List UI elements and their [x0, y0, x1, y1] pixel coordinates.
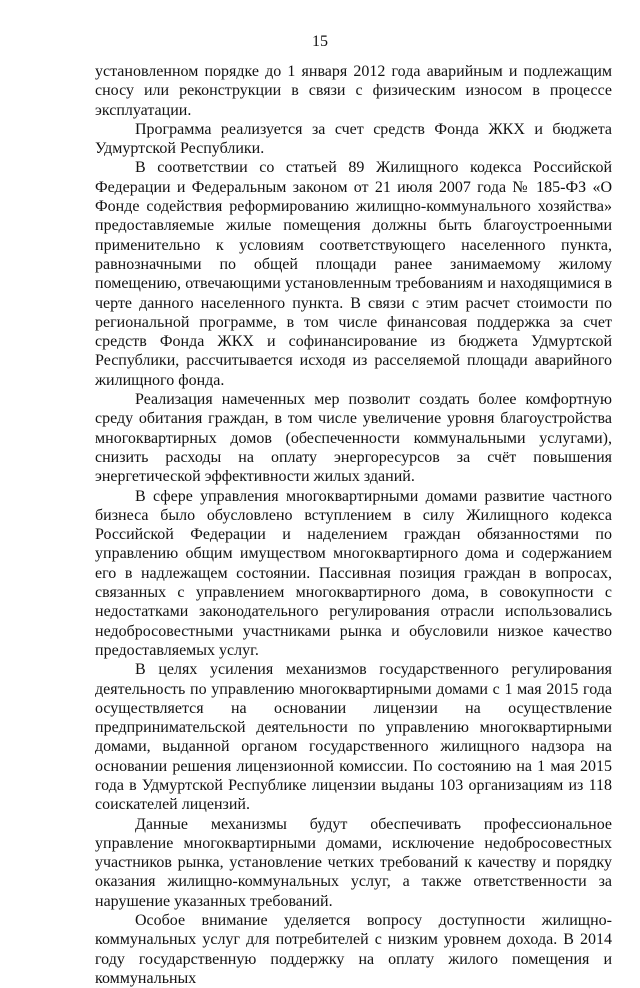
- paragraph-measures-outcome: Реализация намеченных мер позволит создать более комфортную среду обитания граждан, в том числе увеличение уровня благоустройства многоквартирных домов (обеспеченности коммунальными услугами), снизить расходы на оплату энергоресурсов за счёт повышения энергетической эффективности жилых зданий.: [95, 391, 612, 486]
- body-text: [95, 62, 612, 988]
- page-number: 15: [312, 33, 328, 50]
- paragraph-housing-requirements: В соответствии со статьей 89 Жилищного кодекса Российской Федерации и Федеральным законом от 21 июля 2007 года № 185-ФЗ «О Фонде содействия реформированию жилищно-коммунального хозяйства» предоставляемые жилые помещения должны быть благоустроенными применительно к условиям соответствующего населенного пункта, равнозначными по общей площади ранее занимаемому жилому помещению, отвечающими установленным требованиям и находящимися в черте данного населенного пункта. В связи с этим расчет стоимости по региональной программе, в том числе финансовая поддержка за счет средств Фонда ЖКХ и софинансирование из бюджета Удмуртской Республики, рассчитывается исходя из расселяемой площади аварийного жилищного фонда.: [95, 159, 612, 389]
- paragraph-continuation: установленном порядке до 1 января 2012 года аварийным и подлежащим сносу или реконструкции в связи с физическим износом в процессе эксплуатации.: [95, 63, 612, 119]
- paragraph-affordability: Особое внимание уделяется вопросу доступности жилищно-коммунальных услуг для потребителей с низким уровнем дохода. В 2014 году государственную поддержку на оплату жилого помещения и коммунальных: [95, 912, 612, 987]
- paragraph-mechanisms: Данные механизмы будут обеспечивать профессиональное управление многоквартирными домами, исключение недобросовестных участников рынка, установление четких требований к качеству и порядку оказания жилищно-коммунальных услуг, а также ответственности за нарушение указанных требований.: [95, 815, 612, 910]
- paragraph-management-sphere: В сфере управления многоквартирными домами развитие частного бизнеса было обусловлено вступлением в силу Жилищного кодекса Российской Федерации и наделением граждан обязанностями по управлению общим имуществом многоквартирного дома и содержанием его в надлежащем состоянии. Пассивная позиция граждан в вопросах, связанных с управлением многоквартирного дома, в совокупности с недостатками законодательного регулирования отрасли использовались недобросовестными участниками рынка и обусловили низкое качество предоставляемых услуг.: [95, 487, 612, 659]
- paragraph-program-funding: Программа реализуется за счет средств Фонда ЖКХ и бюджета Удмуртской Республики.: [95, 120, 612, 158]
- paragraph-licensing: В целях усиления механизмов государственного регулирования деятельность по управлению многоквартирными домами с 1 мая 2015 года осуществляется на основании лицензии на осуществление предпринимательской деятельности по управлению многоквартирными домами, выданной органом государственного жилищного надзора на основании решения лицензионной комиссии. По состоянию на 1 мая 2015 года в Удмуртской Республике лицензии выданы 103 организациям из 118 соискателей лицензий.: [95, 661, 612, 814]
